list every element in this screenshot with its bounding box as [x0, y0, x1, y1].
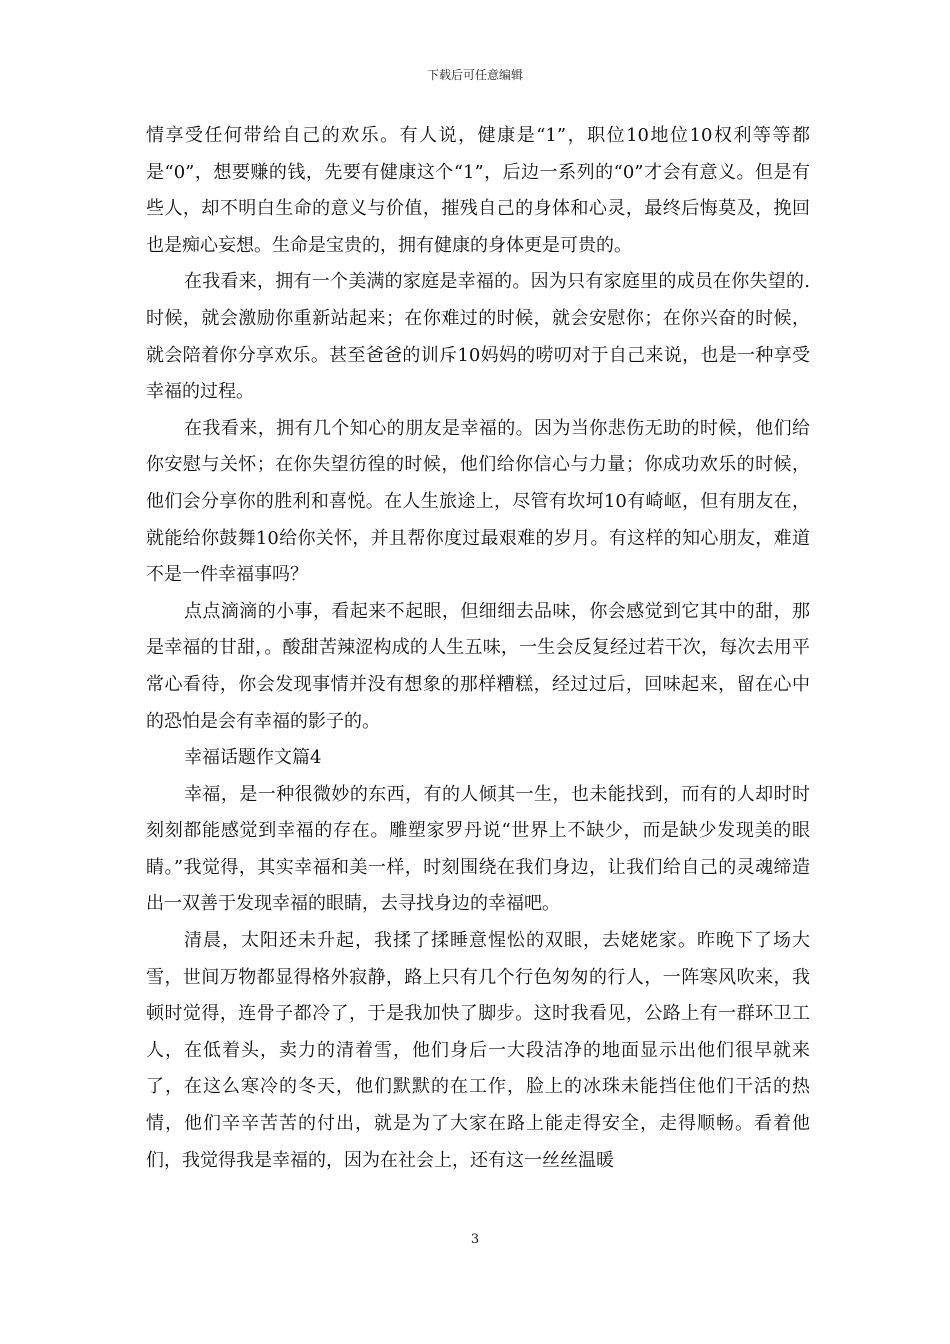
paragraph-health: 情享受任何带给自己的欢乐。有人说，健康是“1”，职位10地位10权利等等都是“0”，想要赚的钱，先要有健康这个“1”，后边一系列的“0”才会有意义。但是有些人，却不明白生命的意义与价值，摧残自己的身体和心灵，最终后悔莫及，挽回也是痴心妄想。生命是宝贵的，拥有健康的身体更是可贵的。: [146, 125, 810, 256]
paragraph-happiness-intro: 幸福，是一种很微妙的东西，有的人倾其一生，也未能找到，而有的人却时时刻刻都能感觉到幸福的存在。雕塑家罗丹说“世界上不缺少，而是缺少发现美的眼睛。”我觉得，其实幸福和美一样，时刻围绕在我们身边，让我们给自己的灵魂缔造出一双善于发现幸福的眼睛，去寻找身边的幸福吧。: [146, 783, 810, 915]
paragraph-morning-snow: 清晨，太阳还未升起，我揉了揉睡意惺忪的双眼，去姥姥家。昨晚下了场大雪，世间万物都显得格外寂静，路上只有几个行色匆匆的行人，一阵寒风吹来，我顿时觉得，连骨子都冷了，于是我加快了脚步。这时我看见，公路上有一群环卫工人，在低着头，卖力的清着雪，他们身后一大段洁净的地面显示出他们很早就来了，在这么寒冷的冬天，他们默默的在工作，脸上的冰珠未能挡住他们干活的热情，他们辛辛苦苦的付出，就是为了大家在路上能走得安全，走得顺畅。看着他们，我觉得我是幸福的，因为在社会上，还有这一丝丝温暖: [146, 930, 810, 1171]
page-header: 下载后可任意编辑: [426, 68, 523, 82]
page-number: 3: [470, 1232, 480, 1247]
paragraph-family: 在我看来，拥有一个美满的家庭是幸福的。因为只有家庭里的成员在你失望的.时候，就会激励你重新站起来；在你难过的时候，就会安慰你；在你兴奋的时候，就会陪着你分享欢乐。甚至爸爸的训斥10妈妈的唠叨对于自己来说，也是一种享受幸福的过程。: [146, 271, 810, 403]
paragraph-friends: 在我看来，拥有几个知心的朋友是幸福的。因为当你悲伤无助的时候，他们给你安慰与关怀；在你失望彷徨的时候，他们给你信心与力量；你成功欢乐的时候，他们会分享你的胜利和喜悦。在人生旅途上，尽管有坎坷10有崎岖，但有朋友在，就能给你鼓舞10给你关怀，并且帮你度过最艰难的岁月。有这样的知心朋友，难道不是一件幸福事吗？: [146, 417, 810, 586]
document-body: [146, 118, 810, 1179]
section-heading: 幸福话题作文篇4: [184, 747, 322, 769]
paragraph-small-things: 点点滴滴的小事，看起来不起眼，但细细去品味，你会感觉到它其中的甜，那是幸福的甘甜，。酸甜苦辣涩构成的人生五味，一生会反复经过若干次，每次去用平常心看待，你会发现事情并没有想象的那样糟糕，经过过后，回味起来，留在心中的恐怕是会有幸福的影子的。: [146, 600, 810, 732]
